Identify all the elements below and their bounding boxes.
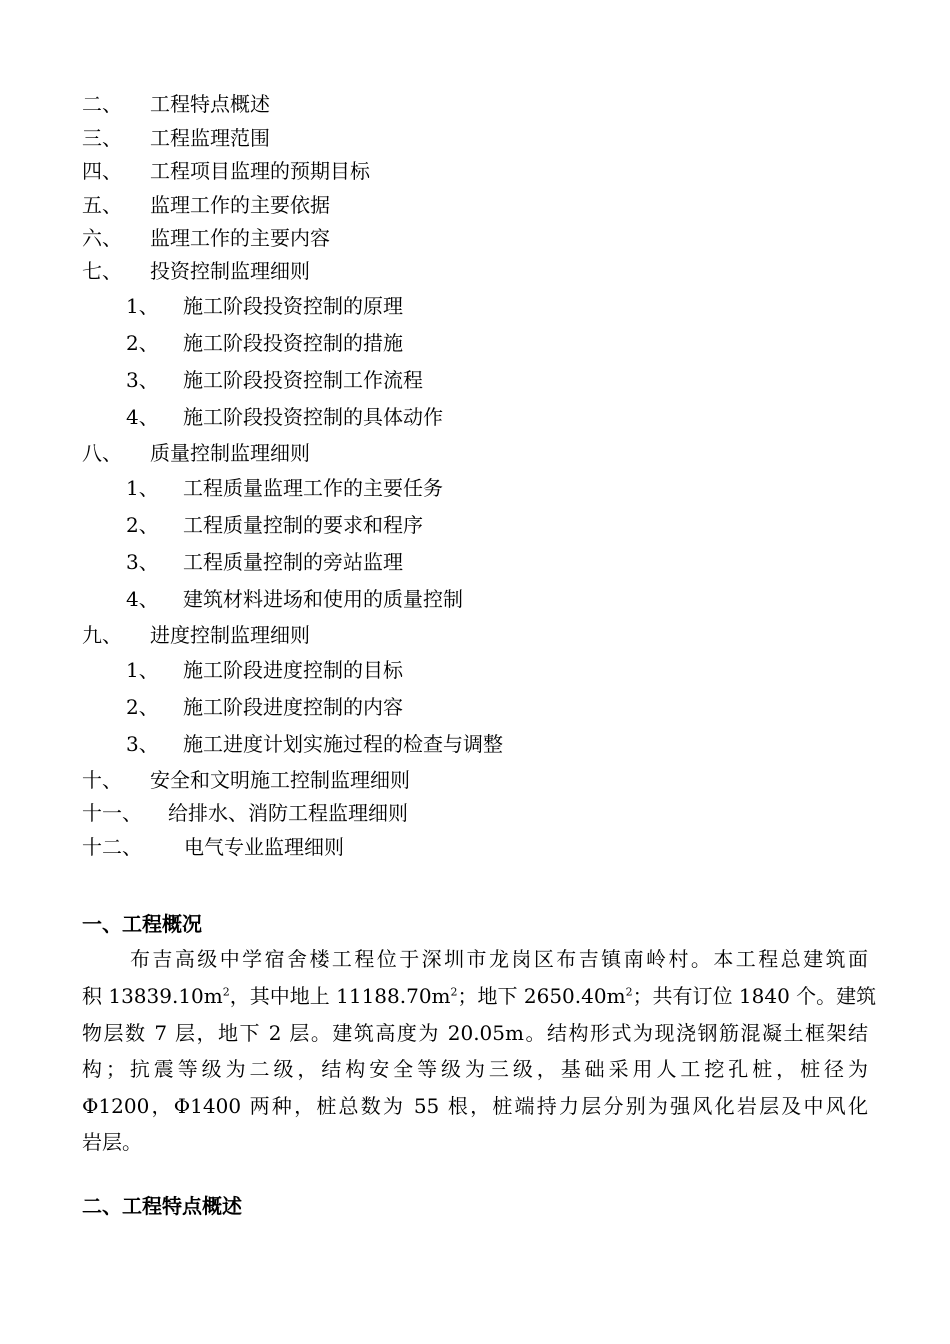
toc-title: 安全和文明施工控制监理细则 [150, 768, 410, 792]
toc-title: 施工阶段进度控制的内容 [183, 695, 403, 719]
toc-number: 4、 [126, 587, 159, 611]
text-run: ；地下 2650.40m [457, 984, 626, 1008]
toc-title: 施工阶段进度控制的目标 [183, 658, 403, 682]
toc-number: 十、 [82, 768, 122, 792]
toc-number: 2、 [126, 695, 159, 719]
toc-title: 施工阶段投资控制工作流程 [183, 368, 423, 392]
toc-title: 工程监理范围 [150, 126, 270, 150]
paragraph-line: 岩层。 [82, 1130, 142, 1154]
paragraph-line: 物层数 7 层，地下 2 层。建筑高度为 20.05m。结构形式为现浇钢筋混凝土框架结 [82, 1021, 868, 1045]
superscript: 2 [450, 985, 458, 999]
superscript: 2 [625, 985, 633, 999]
toc-number: 五、 [82, 193, 122, 217]
toc-number: 二、 [82, 92, 122, 116]
text-run: ；共有订位 1840 个。建筑 [632, 984, 877, 1008]
toc-number: 十一、 [82, 801, 142, 825]
toc-number: 1、 [126, 294, 159, 318]
toc-number: 十二、 [82, 835, 142, 859]
paragraph-line [82, 983, 877, 1009]
superscript: 2 [222, 985, 230, 999]
toc-number: 2、 [126, 331, 159, 355]
toc-title: 进度控制监理细则 [150, 623, 310, 647]
toc-number: 3、 [126, 368, 159, 392]
toc-number: 三、 [82, 126, 122, 150]
toc-number: 七、 [82, 259, 122, 283]
toc-title: 监理工作的主要内容 [150, 226, 330, 250]
toc-title: 投资控制监理细则 [150, 259, 310, 283]
toc-title: 质量控制监理细则 [150, 441, 310, 465]
toc-title: 施工阶段投资控制的措施 [183, 331, 403, 355]
toc-title: 给排水、消防工程监理细则 [168, 801, 408, 825]
section-heading: 二、工程特点概述 [82, 1194, 242, 1218]
toc-number: 1、 [126, 476, 159, 500]
toc-number: 九、 [82, 623, 122, 647]
toc-number: 2、 [126, 513, 159, 537]
toc-title: 施工进度计划实施过程的检查与调整 [183, 732, 503, 756]
section-heading: 一、工程概况 [82, 912, 202, 936]
toc-title: 工程项目监理的预期目标 [150, 159, 370, 183]
toc-title: 电气专业监理细则 [184, 835, 344, 859]
toc-title: 监理工作的主要依据 [150, 193, 330, 217]
toc-number: 3、 [126, 732, 159, 756]
toc-number: 3、 [126, 550, 159, 574]
text-run: ，其中地上 11188.70m [229, 984, 451, 1008]
toc-number: 4、 [126, 405, 159, 429]
toc-title: 工程质量控制的要求和程序 [183, 513, 423, 537]
toc-title: 建筑材料进场和使用的质量控制 [183, 587, 463, 611]
toc-title: 工程质量监理工作的主要任务 [183, 476, 443, 500]
toc-title: 工程特点概述 [150, 92, 270, 116]
paragraph-line: Φ1200，Φ1400 两种，桩总数为 55 根，桩端持力层分别为强风化岩层及中风化 [82, 1094, 868, 1118]
paragraph-line: 构；抗震等级为二级，结构安全等级为三级，基础采用人工挖孔桩，桩径为 [82, 1057, 868, 1081]
toc-title: 工程质量控制的旁站监理 [183, 550, 403, 574]
text-run: 积 13839.10m [82, 984, 223, 1008]
toc-title: 施工阶段投资控制的原理 [183, 294, 403, 318]
toc-number: 六、 [82, 226, 122, 250]
toc-number: 八、 [82, 441, 122, 465]
toc-number: 四、 [82, 159, 122, 183]
toc-number: 1、 [126, 658, 159, 682]
toc-title: 施工阶段投资控制的具体动作 [183, 405, 443, 429]
paragraph-line: 布吉高级中学宿舍楼工程位于深圳市龙岗区布吉镇南岭村。本工程总建筑面 [130, 947, 868, 971]
